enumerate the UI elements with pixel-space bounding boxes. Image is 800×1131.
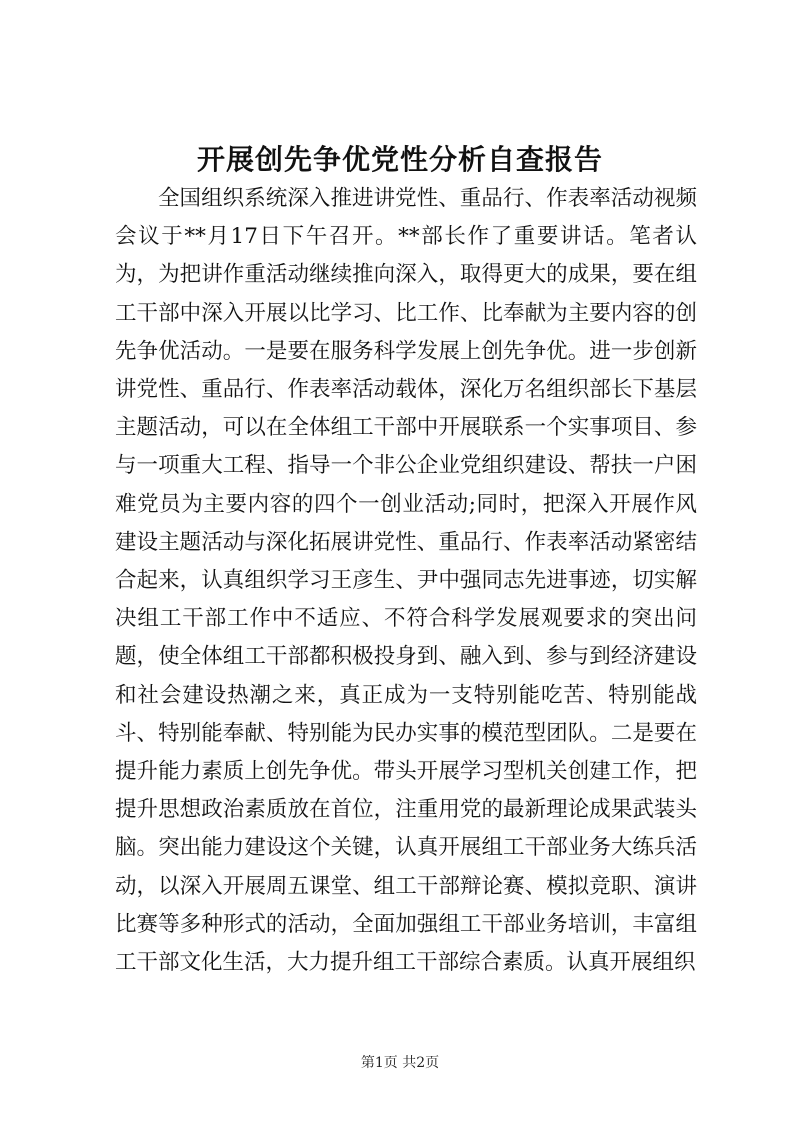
- document-body: [115, 180, 697, 982]
- page-footer: 第1页 共2页: [360, 1055, 440, 1071]
- paragraph: 全国组织系统深入推进讲党性、重品行、作表率活动视频会议于**月17日下午召开。**部长作了重要讲话。笔者认为，为把讲作重活动继续推向深入，取得更大的成果，要在组工干部中深入开展以比学习、比工作、比奉献为主要内容的创先争优活动。一是要在服务科学发展上创先争优。进一步创新讲党性、重品行、作表率活动载体，深化万名组织部长下基层主题活动，可以在全体组工干部中开展联系一个实事项目、参与一项重大工程、指导一个非公企业党组织建设、帮扶一户困难党员为主要内容的四个一创业活动;同时，把深入开展作风建设主题活动与深化拓展讲党性、重品行、作表率活动紧密结合起来，认真组织学习王彦生、尹中强同志先进事迹，切实解决组工干部工作中不适应、不符合科学发展观要求的突出问题，使全体组工干部都积极投身到、融入到、参与到经济建设和社会建设热潮之来，真正成为一支特别能吃苦、特别能战斗、特别能奉献、特别能为民办实事的模范型团队。二是要在提升能力素质上创先争优。带头开展学习型机关创建工作，把提升思想政治素质放在首位，注重用党的最新理论成果武装头脑。突出能力建设这个关键，认真开展组工干部业务大练兵活动，以深入开展周五课堂、组工干部辩论赛、模拟竞职、演讲比赛等多种形式的活动，全面加强组工干部业务培训，丰富组工干部文化生活，大力提升组工干部综合素质。认真开展组织: [115, 186, 697, 976]
- document-title: 开展创先争优党性分析自查报告: [196, 143, 603, 176]
